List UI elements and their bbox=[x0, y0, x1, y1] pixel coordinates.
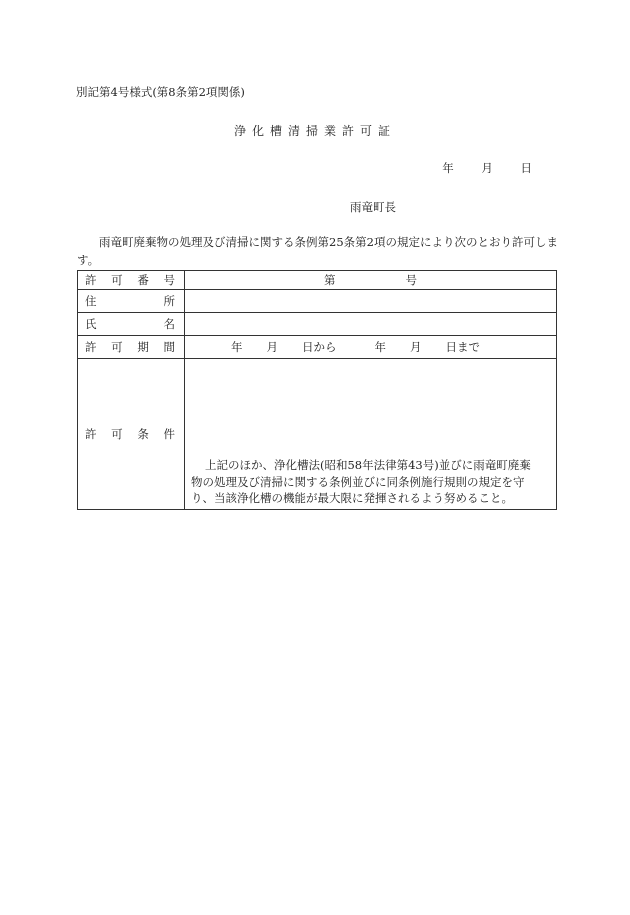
value-conditions bbox=[185, 359, 557, 510]
row-permit-number bbox=[78, 271, 557, 290]
label-char: 可 bbox=[111, 427, 123, 441]
label-char: 許 bbox=[85, 340, 97, 354]
label-char: 氏 bbox=[85, 317, 97, 331]
period-end-month: 月 bbox=[410, 340, 422, 354]
label-char: 号 bbox=[163, 273, 175, 287]
label-permit-number bbox=[78, 271, 185, 290]
label-char: 間 bbox=[163, 340, 175, 354]
label-char: 可 bbox=[111, 273, 123, 287]
date-month: 月 bbox=[481, 161, 493, 175]
issuer: 雨竜町長 bbox=[350, 200, 396, 214]
period-start-day: 日から bbox=[302, 340, 337, 354]
label-char: 可 bbox=[111, 340, 123, 354]
label-char: 番 bbox=[137, 273, 149, 287]
row-name bbox=[78, 313, 557, 336]
date-year: 年 bbox=[442, 161, 454, 175]
label-char: 件 bbox=[163, 427, 175, 441]
conditions-text: 上記のほか、浄化槽法(昭和58年法律第43号)並びに雨竜町廃棄物の処理及び清掃に関する条例並びに同条例施行規則の規定を守り、当該浄化槽の機能が最大限に発揮されるよう努めること。 bbox=[191, 458, 531, 505]
label-address bbox=[78, 290, 185, 313]
label-conditions bbox=[78, 359, 185, 510]
intro-text: 雨竜町廃棄物の処理及び清掃に関する条例第25条第2項の規定により次のとおり許可します。 bbox=[77, 235, 558, 267]
label-name bbox=[78, 313, 185, 336]
label-char: 名 bbox=[163, 317, 175, 331]
label-char: 所 bbox=[163, 294, 175, 308]
period-end-year: 年 bbox=[374, 340, 386, 354]
row-address bbox=[78, 290, 557, 313]
page-title: 浄化槽清掃業許可証 bbox=[233, 124, 396, 138]
permit-number-prefix: 第 bbox=[324, 273, 336, 287]
value-period bbox=[185, 336, 557, 359]
permit-table bbox=[77, 270, 557, 510]
label-char: 期 bbox=[137, 340, 149, 354]
value-permit-number bbox=[185, 271, 557, 290]
label-period bbox=[78, 336, 185, 359]
permit-number-suffix: 号 bbox=[405, 273, 417, 287]
label-char: 許 bbox=[85, 273, 97, 287]
period-start-month: 月 bbox=[266, 340, 278, 354]
value-address bbox=[185, 290, 557, 313]
period-start-year: 年 bbox=[231, 340, 243, 354]
form-number: 別記第4号様式(第8条第2項関係) bbox=[76, 85, 245, 99]
label-char: 許 bbox=[85, 427, 97, 441]
date-day: 日 bbox=[520, 161, 532, 175]
value-name bbox=[185, 313, 557, 336]
label-char: 住 bbox=[85, 294, 97, 308]
row-conditions bbox=[78, 359, 557, 510]
period-end-day: 日まで bbox=[445, 340, 480, 354]
issue-date bbox=[442, 160, 532, 176]
row-period bbox=[78, 336, 557, 359]
label-char: 条 bbox=[137, 427, 149, 441]
